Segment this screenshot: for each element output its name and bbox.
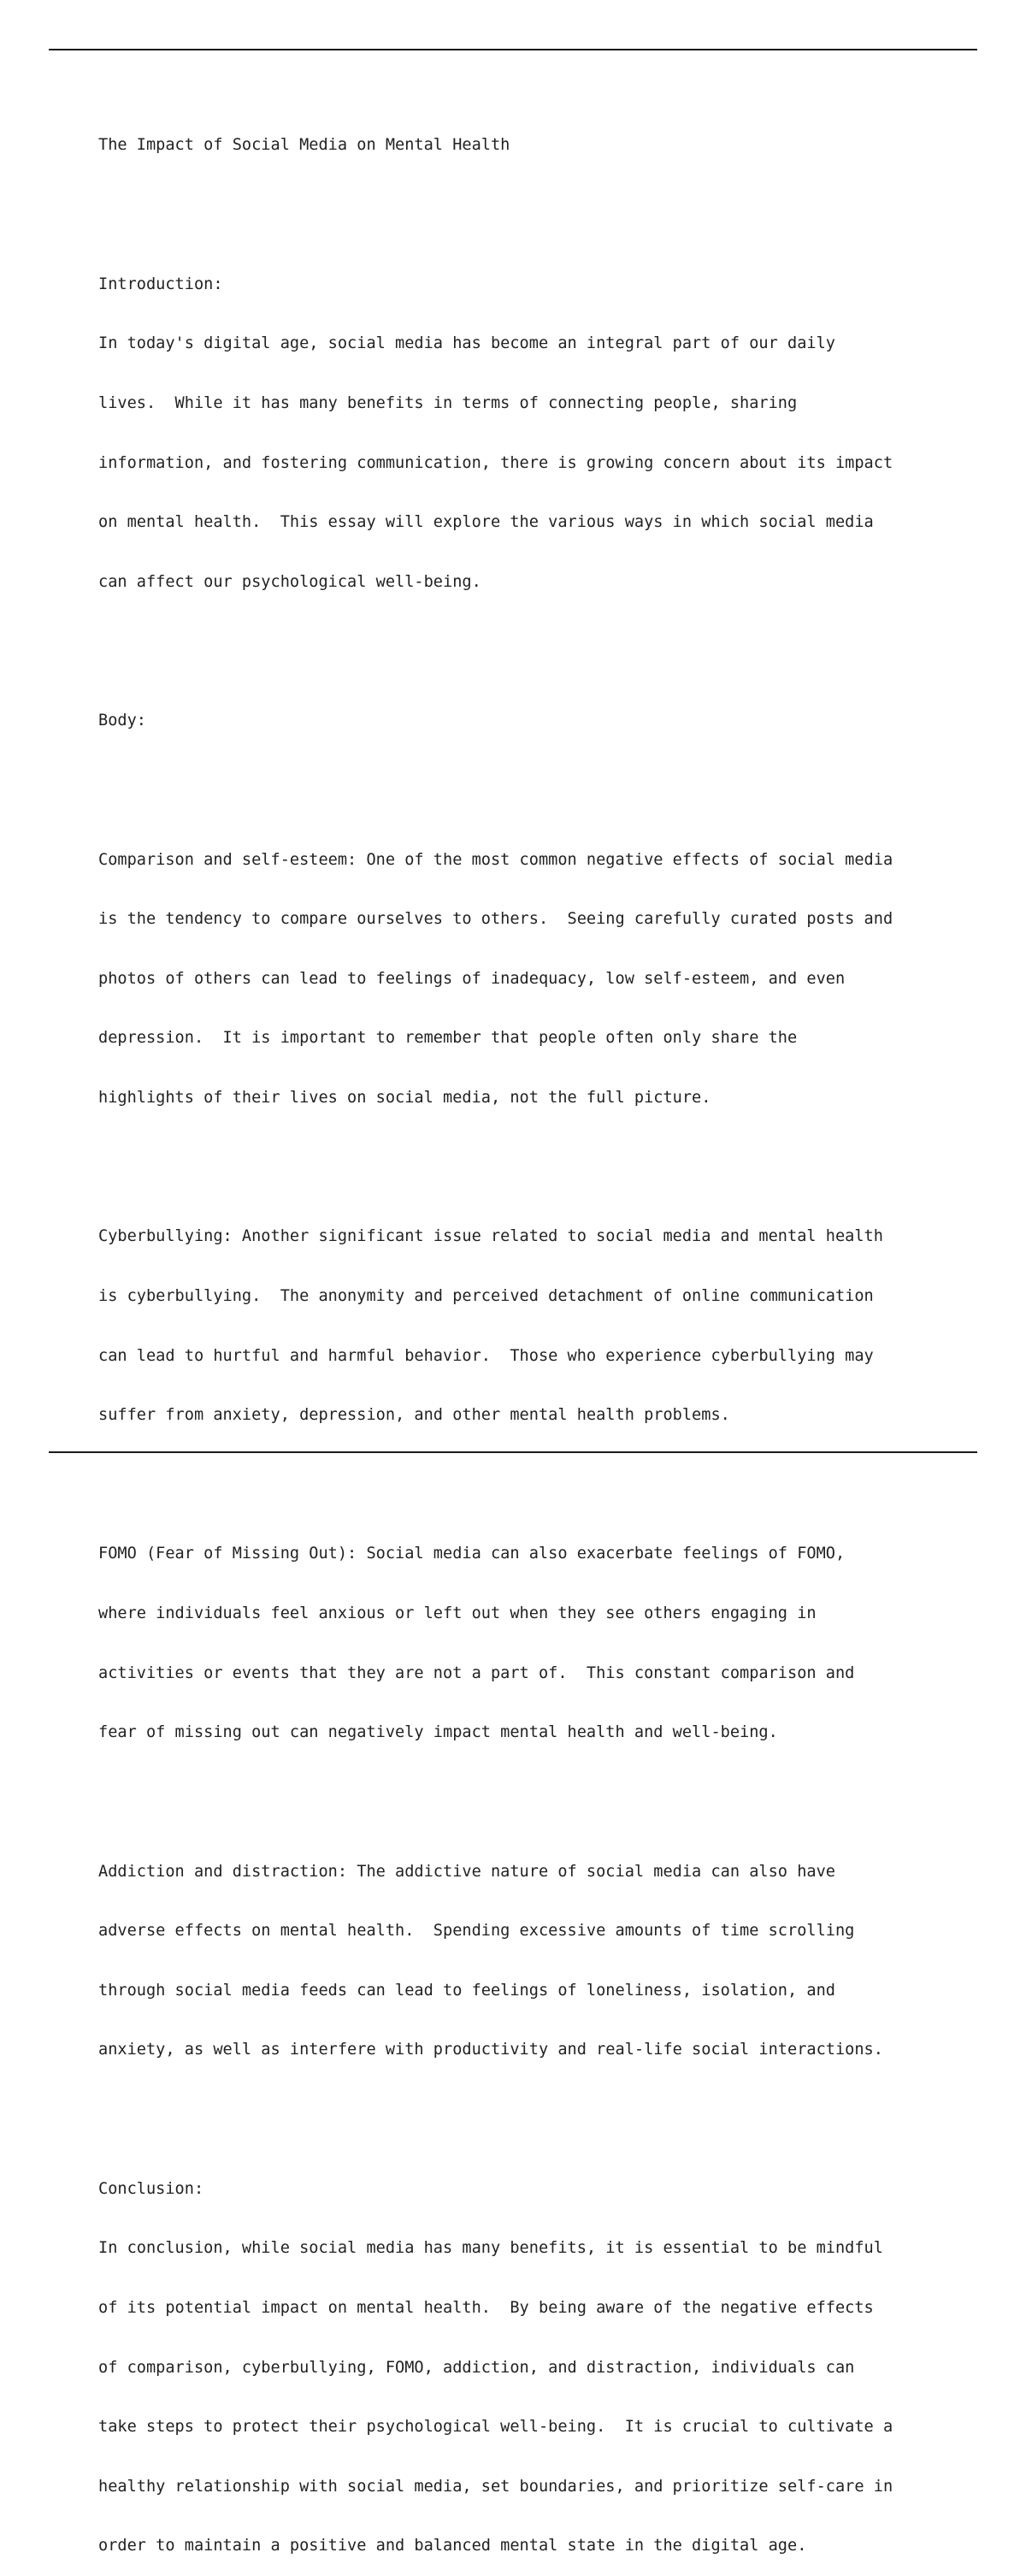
conclusion-line: healthy relationship with social media, set boundaries, and prioritize self-care in xyxy=(98,2477,893,2496)
spacer xyxy=(98,631,988,651)
intro-line: In today's digital age, social media has become an integral part of our daily xyxy=(98,334,835,353)
addiction-line: through social media feeds can lead to feelings of loneliness, isolation, and xyxy=(98,1981,835,2000)
cyberbullying-line: Cyberbullying: Another significant issue related to social media and mental health xyxy=(98,1227,883,1246)
addiction-line: anxiety, as well as interfere with productivity and real-life social interactions. xyxy=(98,2041,883,2059)
spacer xyxy=(98,771,988,790)
fomo-line: fear of missing out can negatively impact mental health and well-being. xyxy=(98,1723,778,1742)
comparison-line: highlights of their lives on social media, not the full picture. xyxy=(98,1088,711,1107)
fomo-line: where individuals feel anxious or left out when they see others engaging in xyxy=(98,1604,817,1623)
intro-line: can affect our psychological well-being. xyxy=(98,572,481,591)
fomo-line: FOMO (Fear of Missing Out): Social media can also exacerbate feelings of FOMO, xyxy=(98,1545,846,1563)
spacer xyxy=(98,1148,988,1167)
conclusion-line: In conclusion, while social media has many benefits, it is essential to be mindful xyxy=(98,2239,883,2258)
conclusion-line: take steps to protect their psychological well-being. It is crucial to cultivate a xyxy=(98,2418,893,2437)
intro-line: lives. While it has many benefits in terms of connecting people, sharing xyxy=(98,393,798,412)
addiction-line: Addiction and distraction: The addictive nature of social media can also have xyxy=(98,1862,835,1881)
cyberbullying-line: can lead to hurtful and harmful behavior. Those who experience cyberbullying may xyxy=(98,1346,874,1365)
conclusion-line: of comparison, cyberbullying, FOMO, addiction, and distraction, individuals can xyxy=(98,2358,855,2377)
document-body xyxy=(98,96,988,2576)
comparison-line: is the tendency to compare ourselves to others. Seeing carefully curated posts and xyxy=(98,910,893,929)
addiction-line: adverse effects on mental health. Spending excessive amounts of time scrolling xyxy=(98,1922,855,1941)
conclusion-line: order to maintain a positive and balanced mental state in the digital age. xyxy=(98,2537,807,2555)
spacer xyxy=(98,195,988,215)
comparison-line: photos of others can lead to feelings of inadequacy, low self-esteem, and even xyxy=(98,969,846,988)
bottom-rule xyxy=(49,1451,977,1453)
intro-line: information, and fostering communication, there is growing concern about its impact xyxy=(98,453,893,472)
document-title: The Impact of Social Media on Mental Health xyxy=(98,136,510,155)
cyberbullying-line: suffer from anxiety, depression, and other mental health problems. xyxy=(98,1406,730,1425)
cyberbullying-line: is cyberbullying. The anonymity and perceived detachment of online communication xyxy=(98,1286,874,1305)
fomo-line: activities or events that they are not a part of. This constant comparison and xyxy=(98,1663,855,1682)
intro-heading: Introduction: xyxy=(98,275,223,293)
comparison-line: Comparison and self-esteem: One of the most common negative effects of social media xyxy=(98,850,893,869)
body-heading: Body: xyxy=(98,712,146,730)
top-rule xyxy=(49,49,977,50)
conclusion-line: of its potential impact on mental health. By being aware of the negative effects xyxy=(98,2299,874,2318)
spacer xyxy=(98,2100,988,2119)
spacer xyxy=(98,1465,988,1485)
comparison-line: depression. It is important to remember that people often only share the xyxy=(98,1029,798,1048)
spacer xyxy=(98,1782,988,1802)
intro-line: on mental health. This essay will explore the various ways in which social media xyxy=(98,513,874,532)
conclusion-heading: Conclusion: xyxy=(98,2179,204,2198)
